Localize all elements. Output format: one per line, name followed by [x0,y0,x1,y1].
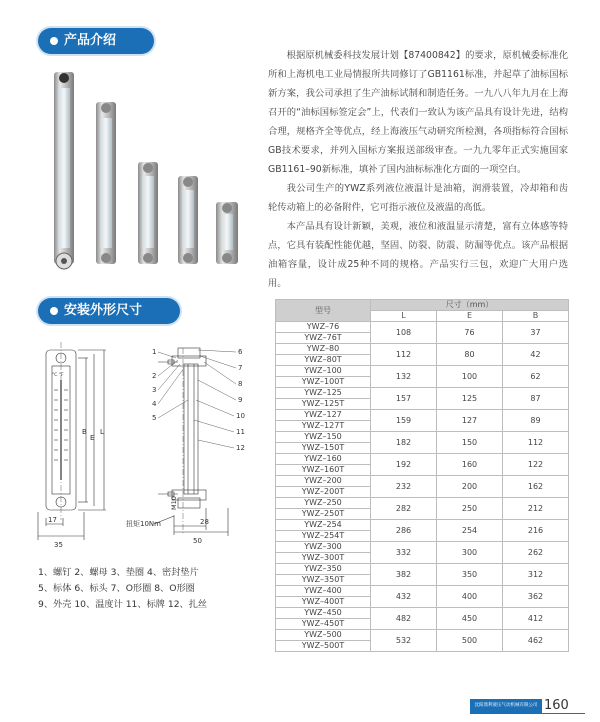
cell-b: 62 [503,366,569,388]
cell-b: 362 [503,586,569,608]
model-cell: YWZ–80 [276,344,371,355]
section-title-intro: 产品介绍 [38,28,154,54]
cell-e: 450 [437,608,503,630]
model-cell: YWZ–200 [276,476,371,487]
cell-l: 332 [371,542,437,564]
table-row [276,498,569,509]
model-cell: YWZ–450T [276,619,371,630]
cell-l: 108 [371,322,437,344]
cell-b: 122 [503,454,569,476]
table-body [276,322,569,652]
cell-b: 262 [503,542,569,564]
torque-label: 扭矩10Nm [126,520,161,528]
cell-b: 462 [503,630,569,652]
svg-text:12: 12 [236,444,245,452]
svg-text:10: 10 [236,412,245,420]
table-row [276,520,569,531]
header-l: L [371,311,437,322]
cell-l: 282 [371,498,437,520]
cell-l: 182 [371,432,437,454]
cell-l: 159 [371,410,437,432]
model-cell: YWZ–150T [276,443,371,454]
table-row [276,542,569,553]
svg-text:1: 1 [152,348,157,356]
model-cell: YWZ–300T [276,553,371,564]
table-row [276,608,569,619]
svg-text:6: 6 [238,348,243,356]
table-row [276,410,569,421]
product-photo [40,68,250,278]
legend-line-1: 1、螺钉 2、螺母 3、垫圈 4、密封垫片 [38,567,199,578]
gauge-5 [216,202,238,264]
cell-l: 532 [371,630,437,652]
legend-line-3: 9、外壳 10、温度计 11、标牌 12、扎丝 [38,599,208,610]
side-view [158,348,228,536]
leader-lines [158,350,236,448]
svg-text:4: 4 [152,400,157,408]
cell-l: 192 [371,454,437,476]
header-dims: 尺寸（mm） [371,300,569,311]
table-row [276,432,569,443]
company-name: 沈阳鼎利液压气动机械有限公司 [470,699,542,713]
page-footer [470,699,585,713]
dim-35-label: 35 [54,541,63,549]
model-cell: YWZ–400 [276,586,371,597]
model-cell: YWZ–300 [276,542,371,553]
footer-rule [470,713,585,714]
section-title-install: 安装外形尺寸 [38,298,180,324]
svg-text:7: 7 [238,364,243,372]
cell-e: 200 [437,476,503,498]
cell-b: 42 [503,344,569,366]
callouts [152,348,245,452]
model-cell: YWZ–160T [276,465,371,476]
dim-b-label: B [82,428,87,436]
bullet-icon [50,37,58,45]
table-row [276,586,569,597]
gauge-4 [178,176,198,264]
cell-e: 250 [437,498,503,520]
dim-28-label: 28 [200,518,209,526]
model-cell: YWZ–400T [276,597,371,608]
model-cell: YWZ–254 [276,520,371,531]
cell-e: 350 [437,564,503,586]
header-model: 型号 [276,300,371,322]
cell-e: 80 [437,344,503,366]
cell-e: 125 [437,388,503,410]
page-number: 160 [544,698,569,713]
header-b: B [503,311,569,322]
model-cell: YWZ–125T [276,399,371,410]
cell-l: 132 [371,366,437,388]
svg-text:3: 3 [152,386,157,394]
cell-b: 312 [503,564,569,586]
thread-label: M10 [170,496,178,510]
cell-b: 216 [503,520,569,542]
dim-17-label: 17 [48,516,57,524]
header-e: E [437,311,503,322]
model-cell: YWZ–80T [276,355,371,366]
cell-b: 412 [503,608,569,630]
model-cell: YWZ–100T [276,377,371,388]
gauge-1 [54,72,74,269]
intro-paragraph-2: 我公司生产的YWZ系列液位液温计是油箱，润滑装置，冷却箱和齿轮传动箱上的必备附件，它可指示液位及液温的高低。 [268,183,568,213]
table-row [276,476,569,487]
cell-b: 162 [503,476,569,498]
table-row [276,322,569,333]
cell-b: 89 [503,410,569,432]
gauge-2 [96,102,116,264]
legend-line-2: 5、标体 6、标头 7、O形圈 8、O形圈 [38,583,195,594]
dimensions-table [275,299,569,652]
model-cell: YWZ–350T [276,575,371,586]
model-cell: YWZ–100 [276,366,371,377]
model-cell: YWZ–500T [276,641,371,652]
cell-e: 300 [437,542,503,564]
cell-b: 37 [503,322,569,344]
svg-text:8: 8 [238,380,243,388]
model-cell: YWZ–254T [276,531,371,542]
svg-text:2: 2 [152,372,157,380]
technical-drawing [28,340,268,555]
model-cell: YWZ–76T [276,333,371,344]
model-cell: YWZ–250T [276,509,371,520]
dim-l-label: L [100,428,104,436]
table-row [276,388,569,399]
cell-b: 112 [503,432,569,454]
cell-l: 482 [371,608,437,630]
cell-b: 87 [503,388,569,410]
model-cell: YWZ–127 [276,410,371,421]
model-cell: YWZ–160 [276,454,371,465]
model-cell: YWZ–150 [276,432,371,443]
model-cell: YWZ–450 [276,608,371,619]
model-cell: YWZ–125 [276,388,371,399]
cell-e: 400 [437,586,503,608]
cell-l: 232 [371,476,437,498]
cell-e: 160 [437,454,503,476]
svg-text:5: 5 [152,414,157,422]
model-cell: YWZ–76 [276,322,371,333]
cell-e: 500 [437,630,503,652]
cell-e: 254 [437,520,503,542]
dimension-lines [38,350,106,540]
cell-l: 157 [371,388,437,410]
dim-e-label: E [90,434,95,442]
table-row [276,454,569,465]
intro-paragraph-1: 根据原机械委科技发展计划【87400842】的要求，原机械委标准化所和上海机电工业局情报所共同修订了GB1161标准，并起草了油标国标新方案，我公司承担了生产油标试制和制造任务。一九八八年九月在上海召开的“油标国标签定会”上，代表们一致认为该产品具有设计先进，结构合理，规格齐全等优点，经上海液压气动研究所检测，各项指标符合国标GB技术要求，并列入国标方案报送部级审查。一九九零年正式实施国家GB1161–90新标准，填补了国内油标标准化方面的一项空白。 [268,50,568,175]
cell-e: 150 [437,432,503,454]
scale-unit-label: °C °F [52,373,64,378]
intro-paragraph-3: 本产品具有设计新颖，美观，液位和液温显示清楚，富有立体感等特点，它具有装配性能优越，坚固、防裂、防震、防漏等优点。该产品根据油箱容量，设计成25种不同的规格。产品实行三包，欢迎广大用户选用。 [268,221,568,289]
model-cell: YWZ–200T [276,487,371,498]
model-cell: YWZ–250 [276,498,371,509]
table-row [276,366,569,377]
svg-text:9: 9 [238,396,243,404]
cell-l: 382 [371,564,437,586]
model-cell: YWZ–500 [276,630,371,641]
cell-l: 432 [371,586,437,608]
cell-l: 286 [371,520,437,542]
cell-e: 76 [437,322,503,344]
table-row [276,630,569,641]
parts-legend [38,565,268,613]
cell-e: 127 [437,410,503,432]
svg-text:11: 11 [236,428,245,436]
table-row [276,564,569,575]
cell-l: 112 [371,344,437,366]
table-row [276,344,569,355]
bullet-icon [50,307,58,315]
cell-b: 212 [503,498,569,520]
model-cell: YWZ–350 [276,564,371,575]
gauge-3 [138,162,158,264]
model-cell: YWZ–127T [276,421,371,432]
intro-text [268,46,568,293]
dim-50-label: 50 [193,537,202,545]
cell-e: 100 [437,366,503,388]
